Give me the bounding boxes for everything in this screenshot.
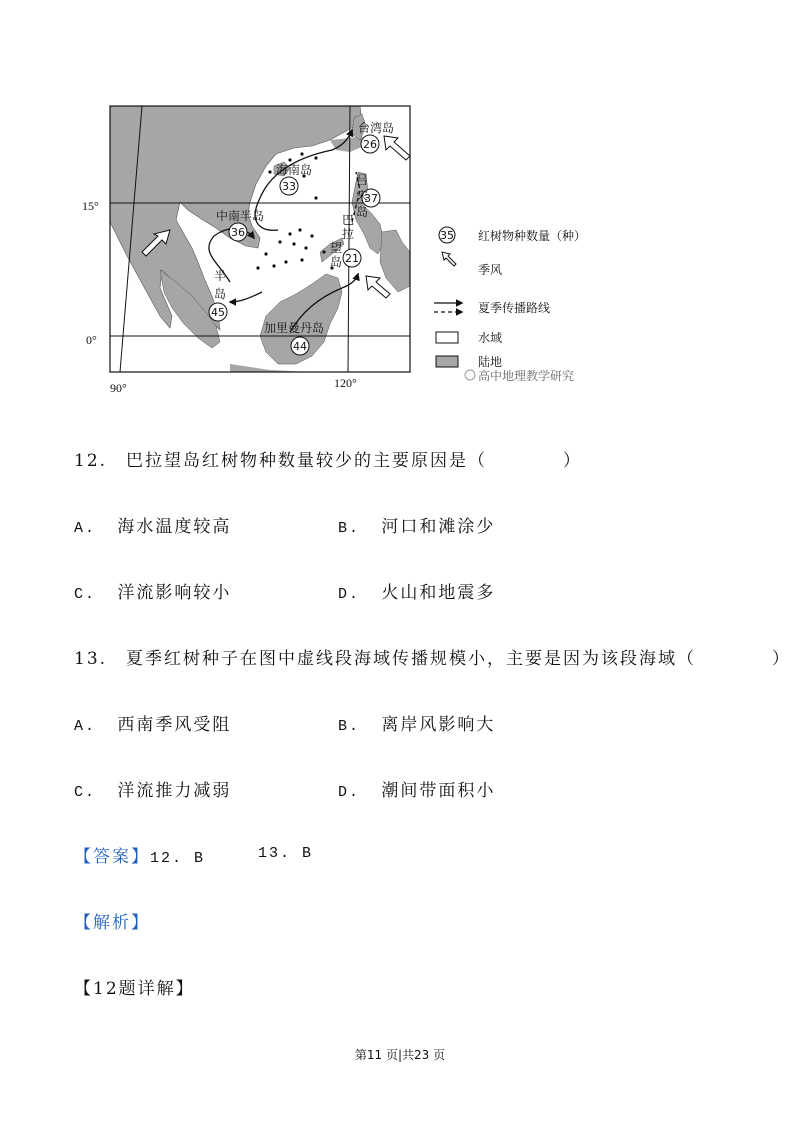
q13-option-d-text: 潮间带面积小 <box>381 781 496 801</box>
map-figure <box>80 102 640 402</box>
count-luzon: 37 <box>364 192 378 205</box>
answer-13-wrap <box>258 842 313 862</box>
q12-option-d-text: 火山和地震多 <box>381 583 496 603</box>
watermark <box>465 368 574 383</box>
q12-option-b[interactable] <box>338 512 495 537</box>
legend-land: 陆地 <box>478 355 503 369</box>
answer-13: 13. B <box>258 845 314 862</box>
answer-label: 【答案】 <box>74 847 150 867</box>
q12-option-d[interactable] <box>338 578 495 603</box>
q12-option-c-text: 洋流影响较小 <box>117 583 232 603</box>
count-malay: 45 <box>211 306 225 319</box>
q13-option-a[interactable] <box>74 710 231 735</box>
lon-label-120: 120° <box>334 376 357 390</box>
count-hainan: 33 <box>282 180 296 193</box>
watermark-text: 高中地理教学研究 <box>478 369 575 383</box>
count-indochina: 36 <box>231 226 245 239</box>
q13-stem: 13. 夏季红树种子在图中虚线段海域传播规模小，主要是因为该段海域（ ） <box>74 649 792 669</box>
q13-option-b[interactable] <box>338 710 495 735</box>
q12-option-a[interactable] <box>74 512 231 537</box>
lon-label-90: 90° <box>110 381 127 395</box>
q13-option-a-letter: A. <box>74 718 97 735</box>
label-indochina: 中南半岛 <box>216 209 265 223</box>
label-palawan-1: 巴 <box>342 213 355 227</box>
legend-circle-sample: 35 <box>440 229 454 242</box>
q13-option-b-text: 离岸风影响大 <box>381 715 496 735</box>
label-luzon-1: 吕 <box>356 173 369 187</box>
label-palawan-4: 岛 <box>330 255 343 269</box>
q13-option-a-text: 西南季风受阻 <box>117 715 232 735</box>
analysis-label: 【解析】 <box>74 913 150 933</box>
label-malay-2: 岛 <box>214 287 227 301</box>
q13-option-c-text: 洋流推力减弱 <box>117 781 232 801</box>
label-hainan: 海南岛 <box>276 163 313 177</box>
q12-option-b-letter: B. <box>338 520 361 537</box>
label-luzon-3: 岛 <box>356 205 369 219</box>
legend-monsoon: 季风 <box>478 263 503 277</box>
q13-option-b-letter: B. <box>338 718 361 735</box>
legend-water: 水域 <box>478 331 503 345</box>
count-borneo: 44 <box>293 340 307 353</box>
q12-option-a-text: 海水温度较高 <box>117 517 232 537</box>
count-palawan: 21 <box>345 252 359 265</box>
label-borneo: 加里曼丹岛 <box>264 321 325 335</box>
count-taiwan: 26 <box>363 138 377 151</box>
q12-option-b-text: 河口和滩涂少 <box>381 517 496 537</box>
q12-option-c-letter: C. <box>74 586 97 603</box>
q12-stem: 12. 巴拉望岛红树物种数量较少的主要原因是（ ） <box>74 451 583 471</box>
map-legend <box>434 227 586 369</box>
detail-12-label: 【12题详解】 <box>74 979 195 999</box>
q13-option-d-letter: D. <box>338 784 361 801</box>
q13-option-c[interactable] <box>74 776 231 801</box>
label-taiwan: 台湾岛 <box>358 121 395 135</box>
page-footer: 第11 页|共23 页 <box>354 1048 446 1062</box>
q13-option-d[interactable] <box>338 776 495 801</box>
legend-route: 夏季传播路线 <box>478 301 551 315</box>
q12-option-c[interactable] <box>74 578 231 603</box>
lat-label-0: 0° <box>86 333 97 347</box>
q12-option-d-letter: D. <box>338 586 361 603</box>
label-malay-1: 半 <box>214 269 227 283</box>
map-svg <box>80 102 640 402</box>
label-palawan-3: 望 <box>330 241 343 255</box>
label-luzon-2: 宋 <box>356 189 369 203</box>
answer-12: 12. B <box>150 850 206 867</box>
legend-species: 红树物种数量（种） <box>478 229 587 243</box>
label-palawan-2: 拉 <box>342 227 355 241</box>
q13-option-c-letter: C. <box>74 784 97 801</box>
q12-option-a-letter: A. <box>74 520 97 537</box>
answer-line <box>74 842 205 867</box>
lat-label-15: 15° <box>82 199 99 213</box>
